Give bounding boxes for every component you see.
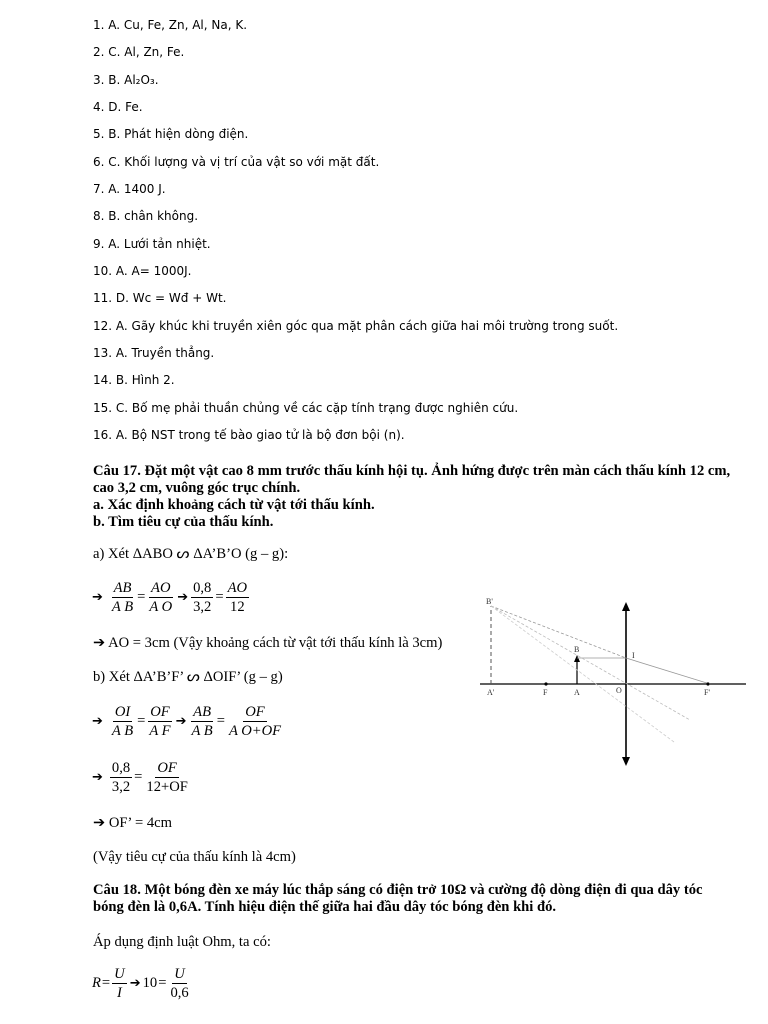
- fraction-ab-2: $\frac{AB}{\text{A B}}$: [191, 704, 213, 739]
- answer-10: 10. A. A= 1000J.: [93, 264, 192, 278]
- ray-through-center: [491, 606, 690, 720]
- label-a-prime: A': [487, 688, 495, 697]
- equation-3: ➔ $\frac{0,8}{3,2}$ = $\frac{OF}{12+OF}$: [92, 760, 188, 795]
- label-f: F: [543, 688, 548, 697]
- label-f-prime: F': [704, 688, 710, 697]
- step-a-similarity: a) Xét ΔABO ᔕ ΔA’B’O (g – g):: [93, 546, 289, 562]
- answer-15: 15. C. Bố mẹ phải thuần chủng về các cặp tính trạng được nghiên cứu.: [93, 401, 519, 415]
- lens-ray-diagram: [478, 592, 748, 768]
- answer-2: 2. C. Al, Zn, Fe.: [93, 45, 185, 59]
- ohm-intro: Áp dụng định luật Ohm, ta có:: [93, 934, 271, 950]
- label-o: O: [616, 686, 622, 695]
- question-17-title: Câu 17. Đặt một vật cao 8 mm trước thấu kính hội tụ. Ảnh hứng được trên màn cách thấu kính 12 cm, cao 3,2 cm, vuông góc trục chính.: [93, 463, 731, 496]
- equation-ohm: R = $\frac{U}{I}$ ➔ 10 = $\frac{U}{0,6}$: [92, 966, 189, 1001]
- fraction-ao-12: $\frac{AO}{12}$: [227, 580, 248, 615]
- question-17-part-a: a. Xác định khoảng cách từ vật tới thấu kính.: [93, 497, 375, 513]
- fraction-u-i: $\frac{U}{I}$: [114, 966, 125, 1001]
- answer-16: 16. A. Bộ NST trong tế bào giao tử là bộ đơn bội (n).: [93, 428, 405, 442]
- answer-14: 14. B. Hình 2.: [93, 373, 175, 387]
- ray-extension: [491, 606, 674, 742]
- answer-13: 13. A. Truyền thẳng.: [93, 346, 215, 360]
- fraction-oi: $\frac{OI}{\text{A B}}$: [111, 704, 134, 739]
- answer-5: 5. B. Phát hiện dòng điện.: [93, 127, 249, 141]
- answer-3: 3. B. Al₂O₃.: [93, 73, 159, 87]
- result-b: ➔ OF’ = 4cm: [93, 815, 172, 831]
- fraction-ab: $\frac{AB}{\text{A B}}$: [111, 580, 134, 615]
- conclusion: (Vậy tiêu cự của thấu kính là 4cm): [93, 849, 296, 865]
- answer-8: 8. B. chân không.: [93, 209, 199, 223]
- label-a: A: [574, 688, 580, 697]
- label-b: B: [574, 645, 580, 654]
- ray-refracted: [626, 658, 710, 684]
- equation-2: ➔ $\frac{OI}{\text{A B}}$ = $\frac{OF}{\text{A F}}$ ➔ $\frac{AB}{\text{A B}}$ = $\frac{OF}{\text{A O+OF}}$: [92, 704, 282, 739]
- answer-11: 11. D. Wc = Wđ + Wt.: [93, 291, 227, 305]
- fraction-of-sum: $\frac{OF}{\text{A O+OF}}$: [228, 704, 282, 739]
- fraction-u-06: $\frac{U}{0,6}$: [170, 966, 189, 1001]
- answer-7: 7. A. 1400 J.: [93, 182, 166, 196]
- question-17-part-b: b. Tìm tiêu cự của thấu kính.: [93, 514, 274, 530]
- step-b-similarity: b) Xét ΔA’B’F’ ᔕ ΔOIF’ (g – g): [93, 669, 283, 685]
- answer-12: 12. A. Gãy khúc khi truyền xiên góc qua mặt phân cách giữa hai môi trường trong suốt.: [93, 319, 619, 333]
- implies-arrow: ➔: [92, 590, 103, 605]
- lens-top-arrowhead: [622, 602, 630, 611]
- question-18-title: Câu 18. Một bóng đèn xe máy lúc thắp sáng có điện trở 10Ω và cường độ dòng điện đi qua dây tóc bóng đèn là 0,6A. Tính hiệu điện thế giữa hai đầu dây tóc bóng đèn khi đó.: [93, 882, 703, 915]
- answer-1: 1. A. Cu, Fe, Zn, Al, Na, K.: [93, 18, 248, 32]
- focus-f-prime-dot: [706, 682, 709, 685]
- focus-f-dot: [544, 682, 547, 685]
- answer-4: 4. D. Fe.: [93, 100, 143, 114]
- fraction-ratio-2: $\frac{0,8}{3,2}$: [111, 760, 131, 795]
- lens-bottom-arrowhead: [622, 757, 630, 766]
- answer-9: 9. A. Lưới tản nhiệt.: [93, 237, 211, 251]
- fraction-ratio: $\frac{0,8}{3,2}$: [193, 580, 212, 615]
- fraction-of: $\frac{OF}{\text{A F}}$: [149, 704, 171, 739]
- label-i: I: [632, 651, 635, 660]
- result-a: ➔ AO = 3cm (Vậy khoảng cách từ vật tới thấu kính là 3cm): [93, 635, 443, 651]
- fraction-of-12: $\frac{OF}{12+OF}$: [146, 760, 188, 795]
- label-b-prime: B': [486, 597, 493, 606]
- answer-6: 6. C. Khối lượng và vị trí của vật so với mặt đất.: [93, 155, 380, 169]
- ray-to-i: [491, 606, 626, 658]
- equation-1: ➔ $\frac{AB}{\text{A B}}$ = $\frac{AO}{\text{A O}}$ ➔ $\frac{0,8}{3,2}$ = $\frac{AO}{12}$: [92, 580, 248, 615]
- fraction-ao: $\frac{AO}{\text{A O}}$: [149, 580, 173, 615]
